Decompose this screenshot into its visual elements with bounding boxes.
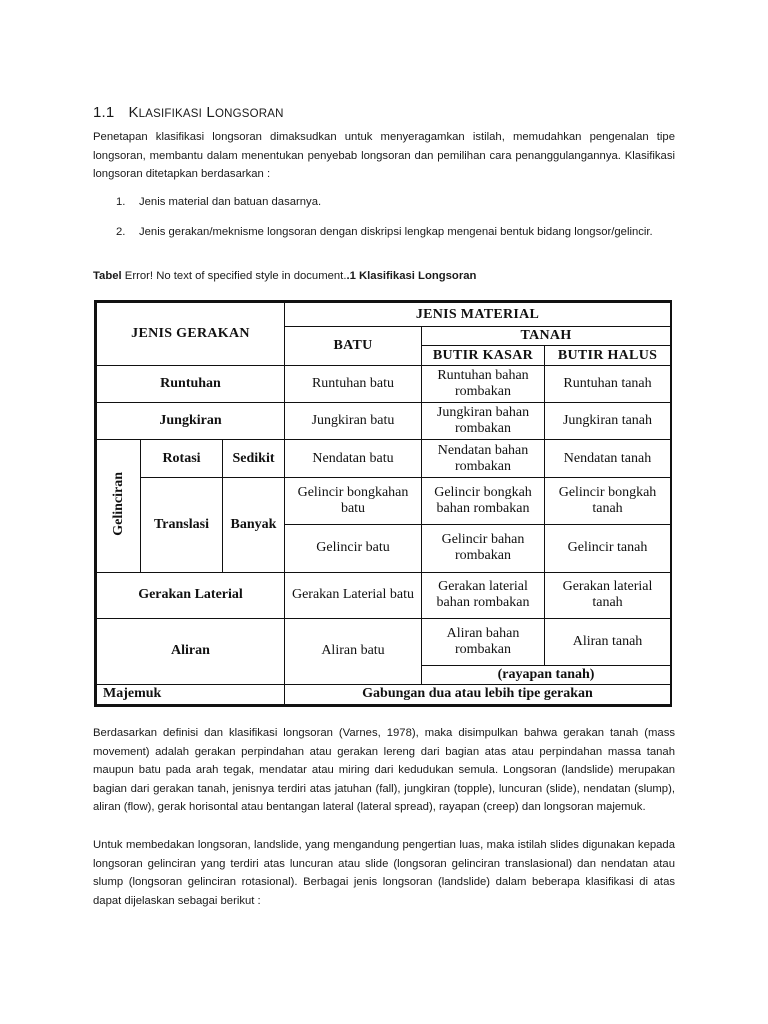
title-rest-2: ONGSORAN: [214, 108, 284, 120]
title-rest-1: LASIFIKASI: [138, 108, 203, 120]
cell-jungkiran-halus: Jungkiran tanah: [545, 402, 671, 439]
section-heading: [93, 104, 284, 121]
header-batu: BATU: [285, 327, 422, 365]
list-text: Jenis material dan batuan dasarnya.: [139, 196, 322, 208]
cell-translasi2-batu: Gelincir batu: [285, 525, 422, 572]
classification-table-frame: [94, 300, 672, 707]
row-sub-sedikit: Sedikit: [223, 440, 285, 477]
cell-jungkiran-batu: Jungkiran batu: [285, 402, 422, 439]
row-label-majemuk: Majemuk: [97, 684, 285, 704]
cell-translasi-kasar: Gelincir bongkah bahan rombakan: [422, 477, 545, 524]
cell-aliran-kasar: Aliran bahan rombakan: [422, 619, 545, 665]
cell-translasi-halus: Gelincir bongkah tanah: [545, 477, 671, 524]
gelinciran-label: Gelinciran: [110, 471, 126, 536]
cell-aliran-halus: Aliran tanah: [545, 619, 671, 665]
cell-translasi2-halus: Gelincir tanah: [545, 525, 671, 572]
body-paragraph-slides: Untuk membedakan longsoran, landslide, yang mengandung pengertian luas, maka istilah slides digunakan kepada longsoran gelinciran yang terdiri atas luncuran atau slide (longsoran gelinciran translasional) dan nendatan atau slump (longsoran gelinciran rotasional). Berbagai jenis longsoran (landslide) dalam beberapa klasifikasi di atas dapat dijelaskan sebagai berikut :: [93, 839, 675, 907]
cell-rotasi-kasar: Nendatan bahan rombakan: [422, 440, 545, 477]
row-label-translasi: Translasi: [141, 477, 223, 572]
cell-runtuhan-kasar: Runtuhan bahan rombakan: [422, 365, 545, 402]
cell-rayapan: (rayapan tanah): [422, 665, 671, 684]
cell-lateral-halus: Gerakan laterial tanah: [545, 572, 671, 618]
row-label-aliran: Aliran: [97, 619, 285, 685]
cell-runtuhan-batu: Runtuhan batu: [285, 365, 422, 402]
header-butir-kasar: BUTIR KASAR: [422, 346, 545, 365]
cell-translasi-batu: Gelincir bongkahan batu: [285, 477, 422, 524]
cell-lateral-batu: Gerakan Laterial batu: [285, 572, 422, 618]
cell-runtuhan-halus: Runtuhan tanah: [545, 365, 671, 402]
title-initial-2: L: [206, 104, 215, 121]
header-jenis-gerakan: JENIS GERAKAN: [97, 303, 285, 366]
classification-table: [96, 302, 671, 705]
row-label-lateral: Gerakan Laterial: [97, 572, 285, 618]
cell-jungkiran-kasar: Jungkiran bahan rombakan: [422, 402, 545, 439]
list-number: 1.: [116, 196, 126, 208]
header-jenis-material: JENIS MATERIAL: [285, 303, 671, 327]
header-butir-halus: BUTIR HALUS: [545, 346, 671, 365]
list-number: 2.: [116, 226, 126, 238]
header-tanah: TANAH: [422, 327, 671, 346]
row-label-jungkiran: Jungkiran: [97, 402, 285, 439]
list-item: [116, 193, 675, 212]
row-label-rotasi: Rotasi: [141, 440, 223, 477]
caption-suffix: .1 Klasifikasi Longsoran: [346, 270, 477, 282]
list-item: [116, 223, 675, 242]
row-label-runtuhan: Runtuhan: [97, 365, 285, 402]
cell-rotasi-halus: Nendatan tanah: [545, 440, 671, 477]
title-initial-1: K: [128, 104, 139, 121]
cell-aliran-batu: Aliran batu: [285, 619, 422, 685]
cell-lateral-kasar: Gerakan laterial bahan rombakan: [422, 572, 545, 618]
cell-translasi2-kasar: Gelincir bahan rombakan: [422, 525, 545, 572]
cell-rotasi-batu: Nendatan batu: [285, 440, 422, 477]
gelinciran-cell: [97, 440, 141, 572]
list-text: Jenis gerakan/meknisme longsoran dengan diskripsi lengkap mengenai bentuk bidang longsor/gelincir.: [139, 226, 653, 238]
cell-majemuk-desc: Gabungan dua atau lebih tipe gerakan: [285, 684, 671, 704]
caption-error-text: Error! No text of specified style in document.: [121, 270, 347, 282]
body-paragraph-varnes: Berdasarkan definisi dan klasifikasi longsoran (Varnes, 1978), maka disimpulkan bahwa gerakan tanah (mass movement) adalah gerakan perpindahan atau gerakan lereng dari bagian atas atau perpindahan massa tanah maupun batu pada arah tegak, mendatar atau miring dari kedudukan semula. Longsoran (landslide) merupakan bagian dari gerakan tanah, jenisnya terdiri atas jatuhan (fall), jungkiran (topple), luncuran (slide), nendatan (slump), aliran (flow), gerak horisontal atau bentangan lateral (lateral spread), rayapan (creep) dan longsoran majemuk.: [93, 727, 675, 813]
table-caption: [93, 268, 476, 284]
row-sub-banyak: Banyak: [223, 477, 285, 572]
section-number: 1.1: [93, 104, 115, 121]
caption-prefix: Tabel: [93, 270, 122, 282]
intro-paragraph: Penetapan klasifikasi longsoran dimaksudkan untuk menyeragamkan istilah, memudahkan pengenalan tipe longsoran, membantu dalam menentukan penyebab longsoran dan pemilihan cara penanggulangannya. Klasifikasi longsoran ditetapkan berdasarkan :: [93, 131, 675, 180]
